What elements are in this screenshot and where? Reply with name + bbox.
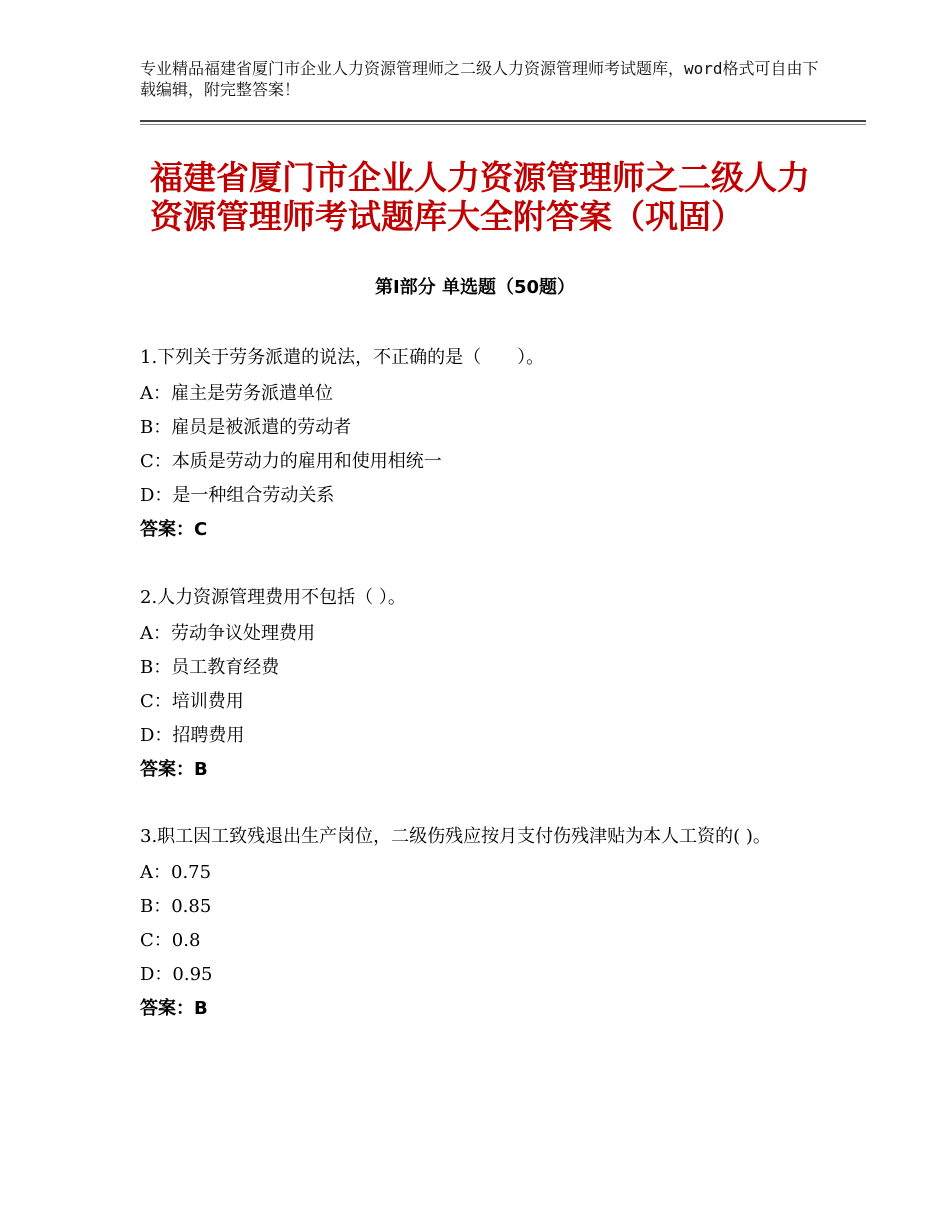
section-heading: 第Ⅰ部分 单选题（50题） — [374, 277, 575, 298]
option-c: C：0.8 — [140, 930, 201, 951]
option-d: D：招聘费用 — [140, 725, 245, 746]
answer-label: 答案：C — [140, 519, 208, 540]
question-item — [140, 343, 820, 547]
option-c: C：本质是劳动力的雇用和使用相统一 — [140, 451, 442, 472]
answer-label: 答案：B — [140, 759, 208, 780]
option-a: A：雇主是劳务派遣单位 — [140, 383, 333, 404]
answer-label: 答案：B — [140, 998, 208, 1019]
option-a: A：劳动争议处理费用 — [140, 623, 315, 644]
question-item — [140, 583, 820, 787]
header-note: 专业精品福建省厦门市企业人力资源管理师之二级人力资源管理师考试题库，word格式可自由下载编辑，附完整答案！ — [140, 59, 819, 99]
option-c: C：培训费用 — [140, 691, 244, 712]
option-d: D：是一种组合劳动关系 — [140, 485, 335, 506]
question-stem: 1.下列关于劳务派遣的说法，不正确的是（ ）。 — [140, 347, 545, 368]
option-b: B：雇员是被派遣的劳动者 — [140, 417, 352, 438]
option-b: B：0.85 — [140, 896, 212, 917]
header-divider-thin — [140, 124, 866, 125]
document-title: 福建省厦门市企业人力资源管理师之二级人力资源管理师考试题库大全附答案（巩固） — [150, 158, 810, 236]
question-item — [140, 822, 820, 1026]
option-a: A：0.75 — [140, 862, 212, 883]
header-divider — [140, 120, 866, 122]
option-b: B：员工教育经费 — [140, 657, 280, 678]
question-stem: 2.人力资源管理费用不包括（ ）。 — [140, 587, 406, 608]
option-d: D：0.95 — [140, 964, 213, 985]
question-stem: 3.职工因工致残退出生产岗位，二级伤残应按月支付伤残津贴为本人工资的( )。 — [140, 826, 771, 847]
